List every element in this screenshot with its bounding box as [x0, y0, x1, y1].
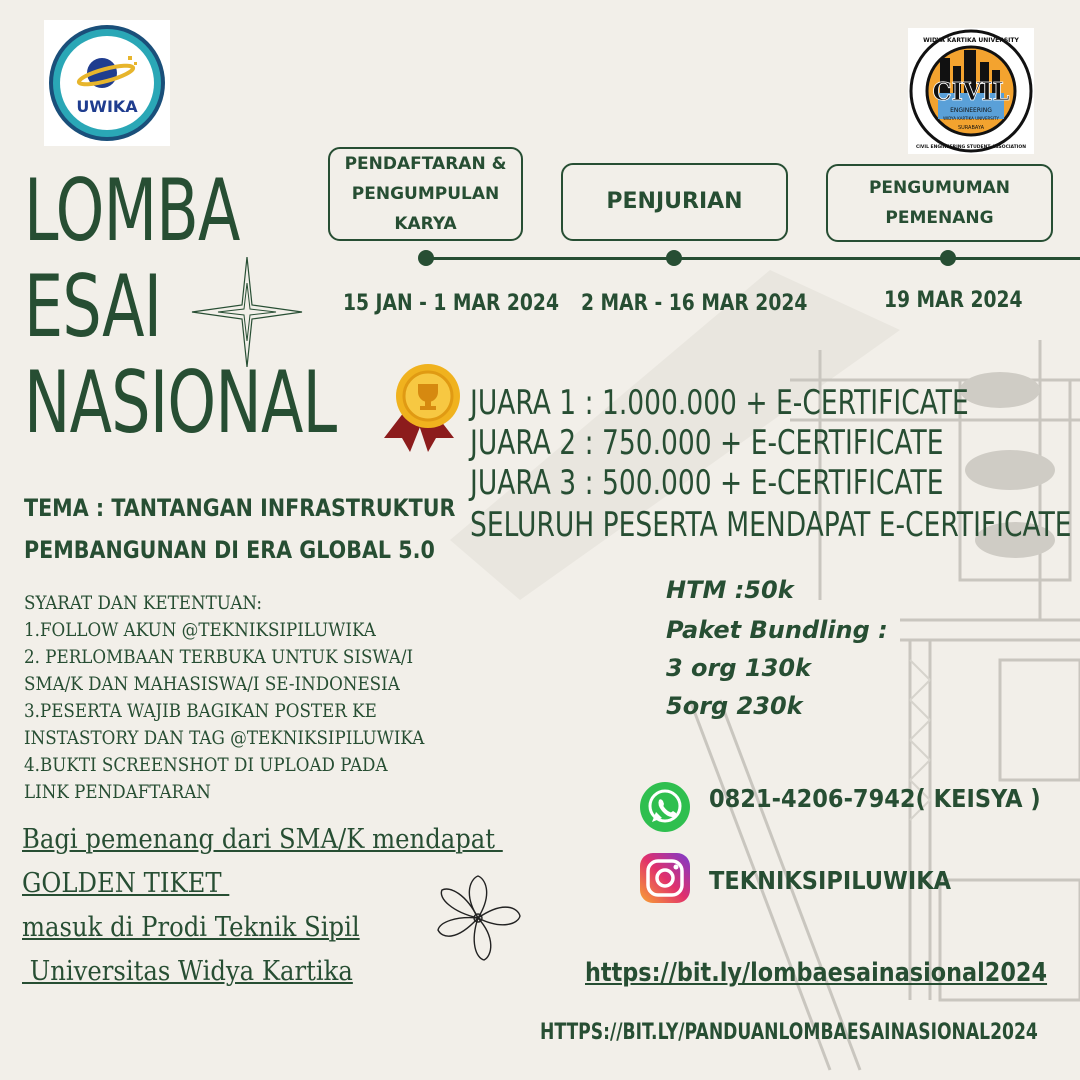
- timeline-stage-label: PENGUMUMAN PEMENANG: [868, 178, 1011, 228]
- timeline-stage-judging: [561, 163, 788, 241]
- timeline-date: 15 JAN - 1 MAR 2024: [343, 291, 559, 316]
- golden-ticket-line: masuk di Prodi Teknik Sipil: [22, 912, 360, 943]
- rule-item: SMA/K DAN MAHASISWA/I SE-INDONESIA: [24, 673, 400, 695]
- golden-ticket-line: GOLDEN TIKET: [22, 868, 230, 899]
- timeline-stage-announcement: [826, 164, 1053, 242]
- rule-item: LINK PENDAFTARAN: [24, 781, 211, 803]
- prize-juara-2: JUARA 2 : 750.000 + E-CERTIFICATE: [470, 423, 944, 463]
- timeline-date: 19 MAR 2024: [884, 288, 1023, 313]
- timeline-stage-label: PENJURIAN: [606, 189, 743, 214]
- pricing-bundling-heading: Paket Bundling :: [666, 616, 888, 644]
- rules-heading: SYARAT DAN KETENTUAN:: [24, 592, 263, 614]
- uwika-logo: [44, 20, 170, 146]
- timeline-dot: [666, 250, 682, 266]
- pricing-bundle-5: 5org 230k: [666, 692, 803, 720]
- timeline-dot: [418, 250, 434, 266]
- sparkle-star-icon: [190, 255, 305, 370]
- timeline-dot: [940, 250, 956, 266]
- rule-item: 2. PERLOMBAAN TERBUKA UNTUK SISWA/I: [24, 646, 414, 668]
- title-line-1: LOMBA: [24, 161, 240, 261]
- golden-ticket-line: Universitas Widya Kartika: [22, 956, 353, 987]
- title-line-3: NASIONAL: [24, 353, 337, 453]
- instagram-icon[interactable]: [638, 850, 692, 906]
- civil-engineering-emblem-icon: [908, 28, 1034, 154]
- timeline-date: 2 MAR - 16 MAR 2024: [581, 291, 808, 316]
- prize-all-participants: SELURUH PESERTA MENDAPAT E-CERTIFICATE: [470, 505, 1072, 545]
- pricing-htm: HTM :50k: [666, 576, 794, 604]
- timeline-line: [425, 257, 1080, 260]
- timeline-stage-label: PENDAFTARAN & PENGUMPULAN KARYA: [344, 154, 507, 234]
- timeline-stage-registration: [328, 147, 523, 241]
- pricing-bundle-3: 3 org 130k: [666, 654, 811, 682]
- instagram-handle[interactable]: TEKNIKSIPILUWIKA: [709, 866, 952, 895]
- whatsapp-icon[interactable]: [638, 780, 692, 834]
- uwika-emblem-icon: [44, 20, 170, 146]
- gold-medal-icon: [382, 360, 466, 456]
- rule-item: 4.BUKTI SCREENSHOT DI UPLOAD PADA: [24, 754, 388, 776]
- rule-item: 3.PESERTA WAJIB BAGIKAN POSTER KE: [24, 700, 377, 722]
- golden-ticket-line: Bagi pemenang dari SMA/K mendapat: [22, 824, 503, 855]
- civil-logo-main-text: CIVIL: [932, 77, 1010, 106]
- civil-engineering-logo: [908, 28, 1034, 154]
- uwika-logo-text: UWIKA: [76, 97, 138, 116]
- whatsapp-contact[interactable]: 0821-4206-7942( KEISYA ): [709, 784, 1041, 813]
- title-line-2: ESAI: [24, 257, 162, 357]
- civil-logo-city-text: SURABAYA: [957, 125, 985, 131]
- flower-icon: [432, 872, 524, 964]
- guide-link[interactable]: HTTPS://BIT.LY/PANDUANLOMBAESAINASIONAL2024: [540, 1020, 1038, 1045]
- civil-logo-uni-text: WIDYA KARTIKA UNIVERSITY: [943, 116, 999, 121]
- rule-item: INSTASTORY DAN TAG @TEKNIKSIPILUWIKA: [24, 727, 425, 749]
- civil-logo-bottom-text: CIVIL ENGINEERING STUDENT ASSOCIATION: [915, 145, 1027, 150]
- civil-logo-top-text: WIDYA KARTIKA UNIVERSITY: [923, 37, 1019, 44]
- theme-line-2: PEMBANGUNAN DI ERA GLOBAL 5.0: [24, 536, 435, 564]
- theme-line-1: TEMA : TANTANGAN INFRASTRUKTUR: [24, 494, 456, 522]
- civil-logo-sub-text: ENGINEERING: [950, 107, 992, 114]
- rule-item: 1.FOLLOW AKUN @TEKNIKSIPILUWIKA: [24, 619, 376, 641]
- registration-link[interactable]: https://bit.ly/lombaesainasional2024: [585, 958, 1048, 988]
- prize-juara-3: JUARA 3 : 500.000 + E-CERTIFICATE: [470, 463, 944, 503]
- prize-juara-1: JUARA 1 : 1.000.000 + E-CERTIFICATE: [470, 383, 969, 423]
